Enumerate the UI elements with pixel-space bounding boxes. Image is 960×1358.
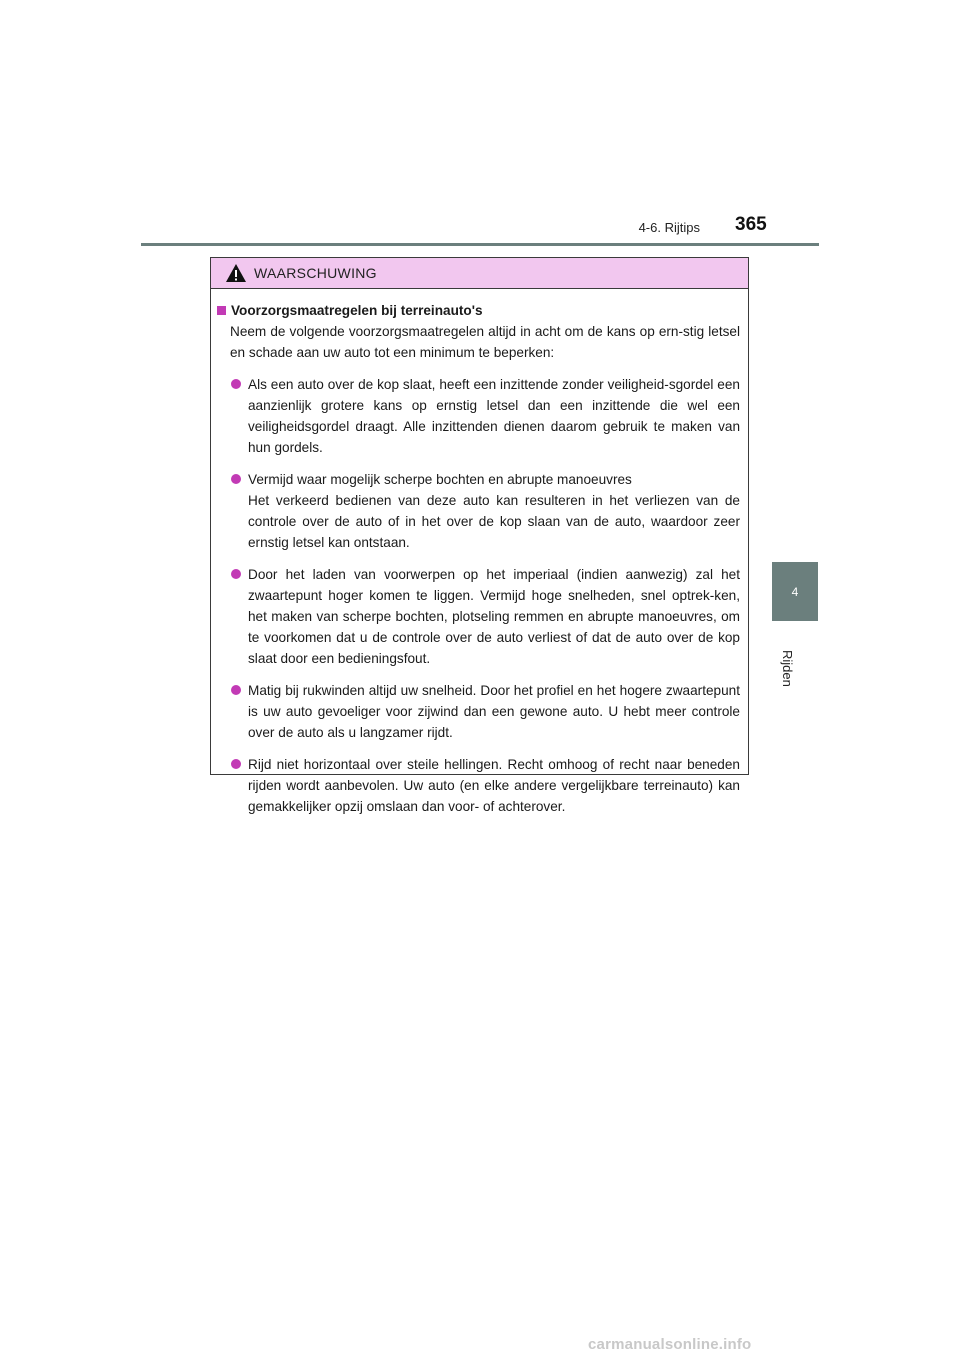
list-item	[217, 754, 740, 817]
list-item	[217, 680, 740, 743]
warning-box	[210, 257, 749, 814]
bullet-dot-icon	[231, 569, 241, 579]
list-item	[217, 469, 740, 553]
list-item-text	[248, 374, 740, 458]
list-item-text	[248, 680, 740, 743]
bullet-dot-icon	[231, 685, 241, 695]
list-item-text	[248, 754, 740, 817]
bullet-dot-icon	[231, 759, 241, 769]
bullet-dot-icon	[231, 379, 241, 389]
list-item-paragraph: Matig bij rukwinden altijd uw snelheid. Door het profiel en het hogere zwaartepunt is uw auto gevoeliger voor zijwind dan een gewone auto. U hebt meer controle over de auto als u langzamer rijdt.	[248, 683, 740, 740]
list-item-heading: Vermijd waar mogelijk scherpe bochten en abrupte manoeuvres	[248, 472, 632, 487]
watermark: carmanualsonline.info	[588, 1336, 752, 1353]
list-item-paragraph: Rijd niet horizontaal over steile hellingen. Recht omhoog of recht naar beneden rijden wordt aanbevolen. Uw auto (en elke andere vergelijkbare terreinauto) kan gemakkelijker opzij omslaan dan voor- of achterover.	[248, 757, 740, 814]
list-item-paragraph: Als een auto over de kop slaat, heeft een inzittende zonder veiligheid-sgordel een aanzienlijk grotere kans op ernstig letsel dan een inzittende die wel een veiligheidsgordel draagt. Alle inzittenden dienen daarom gebruik te maken van hun gordels.	[248, 377, 740, 455]
list-item-text	[248, 564, 740, 669]
list-item	[217, 564, 740, 669]
list-item	[217, 374, 740, 458]
warning-section-title-text: Voorzorgsmaatregelen bij terreinauto's	[231, 303, 483, 318]
list-item-paragraph: Door het laden van voorwerpen op het imperiaal (indien aanwezig) zal het zwaartepunt hoger komen te liggen. Vermijd hoge snelheden, snel optrek-ken, het maken van scherpe bochten, plotseling remmen en abrupte manoeuvres, om te voorkomen dat u de controle over de auto verliest of dat de auto over de kop slaat door een bedieningsfout.	[248, 567, 740, 666]
page-number: 365	[735, 214, 767, 235]
list-item-text	[248, 469, 740, 553]
warning-triangle-icon	[225, 263, 247, 283]
header-divider	[141, 243, 819, 246]
header-section-title: 4-6. Rijtips	[638, 220, 700, 235]
warning-title: WAARSCHUWING	[254, 265, 377, 281]
square-bullet-icon	[217, 306, 226, 315]
warning-body	[211, 289, 748, 817]
bullet-dot-icon	[231, 474, 241, 484]
chapter-tab-label: Rijden	[780, 650, 795, 687]
chapter-tab-number: 4	[791, 584, 799, 599]
chapter-tab[interactable]	[772, 562, 818, 621]
list-item-paragraph: Het verkeerd bedienen van deze auto kan resulteren in het verliezen van de controle over de auto of in het over de kop slaan van de auto, waardoor zeer ernstig letsel kan ontstaan.	[248, 493, 740, 550]
warning-header	[211, 258, 748, 289]
warning-section-title	[217, 300, 740, 321]
warning-intro: Neem de volgende voorzorgsmaatregelen altijd in acht om de kans op ern-stig letsel en schade aan uw auto tot een minimum te beperken:	[230, 324, 740, 360]
